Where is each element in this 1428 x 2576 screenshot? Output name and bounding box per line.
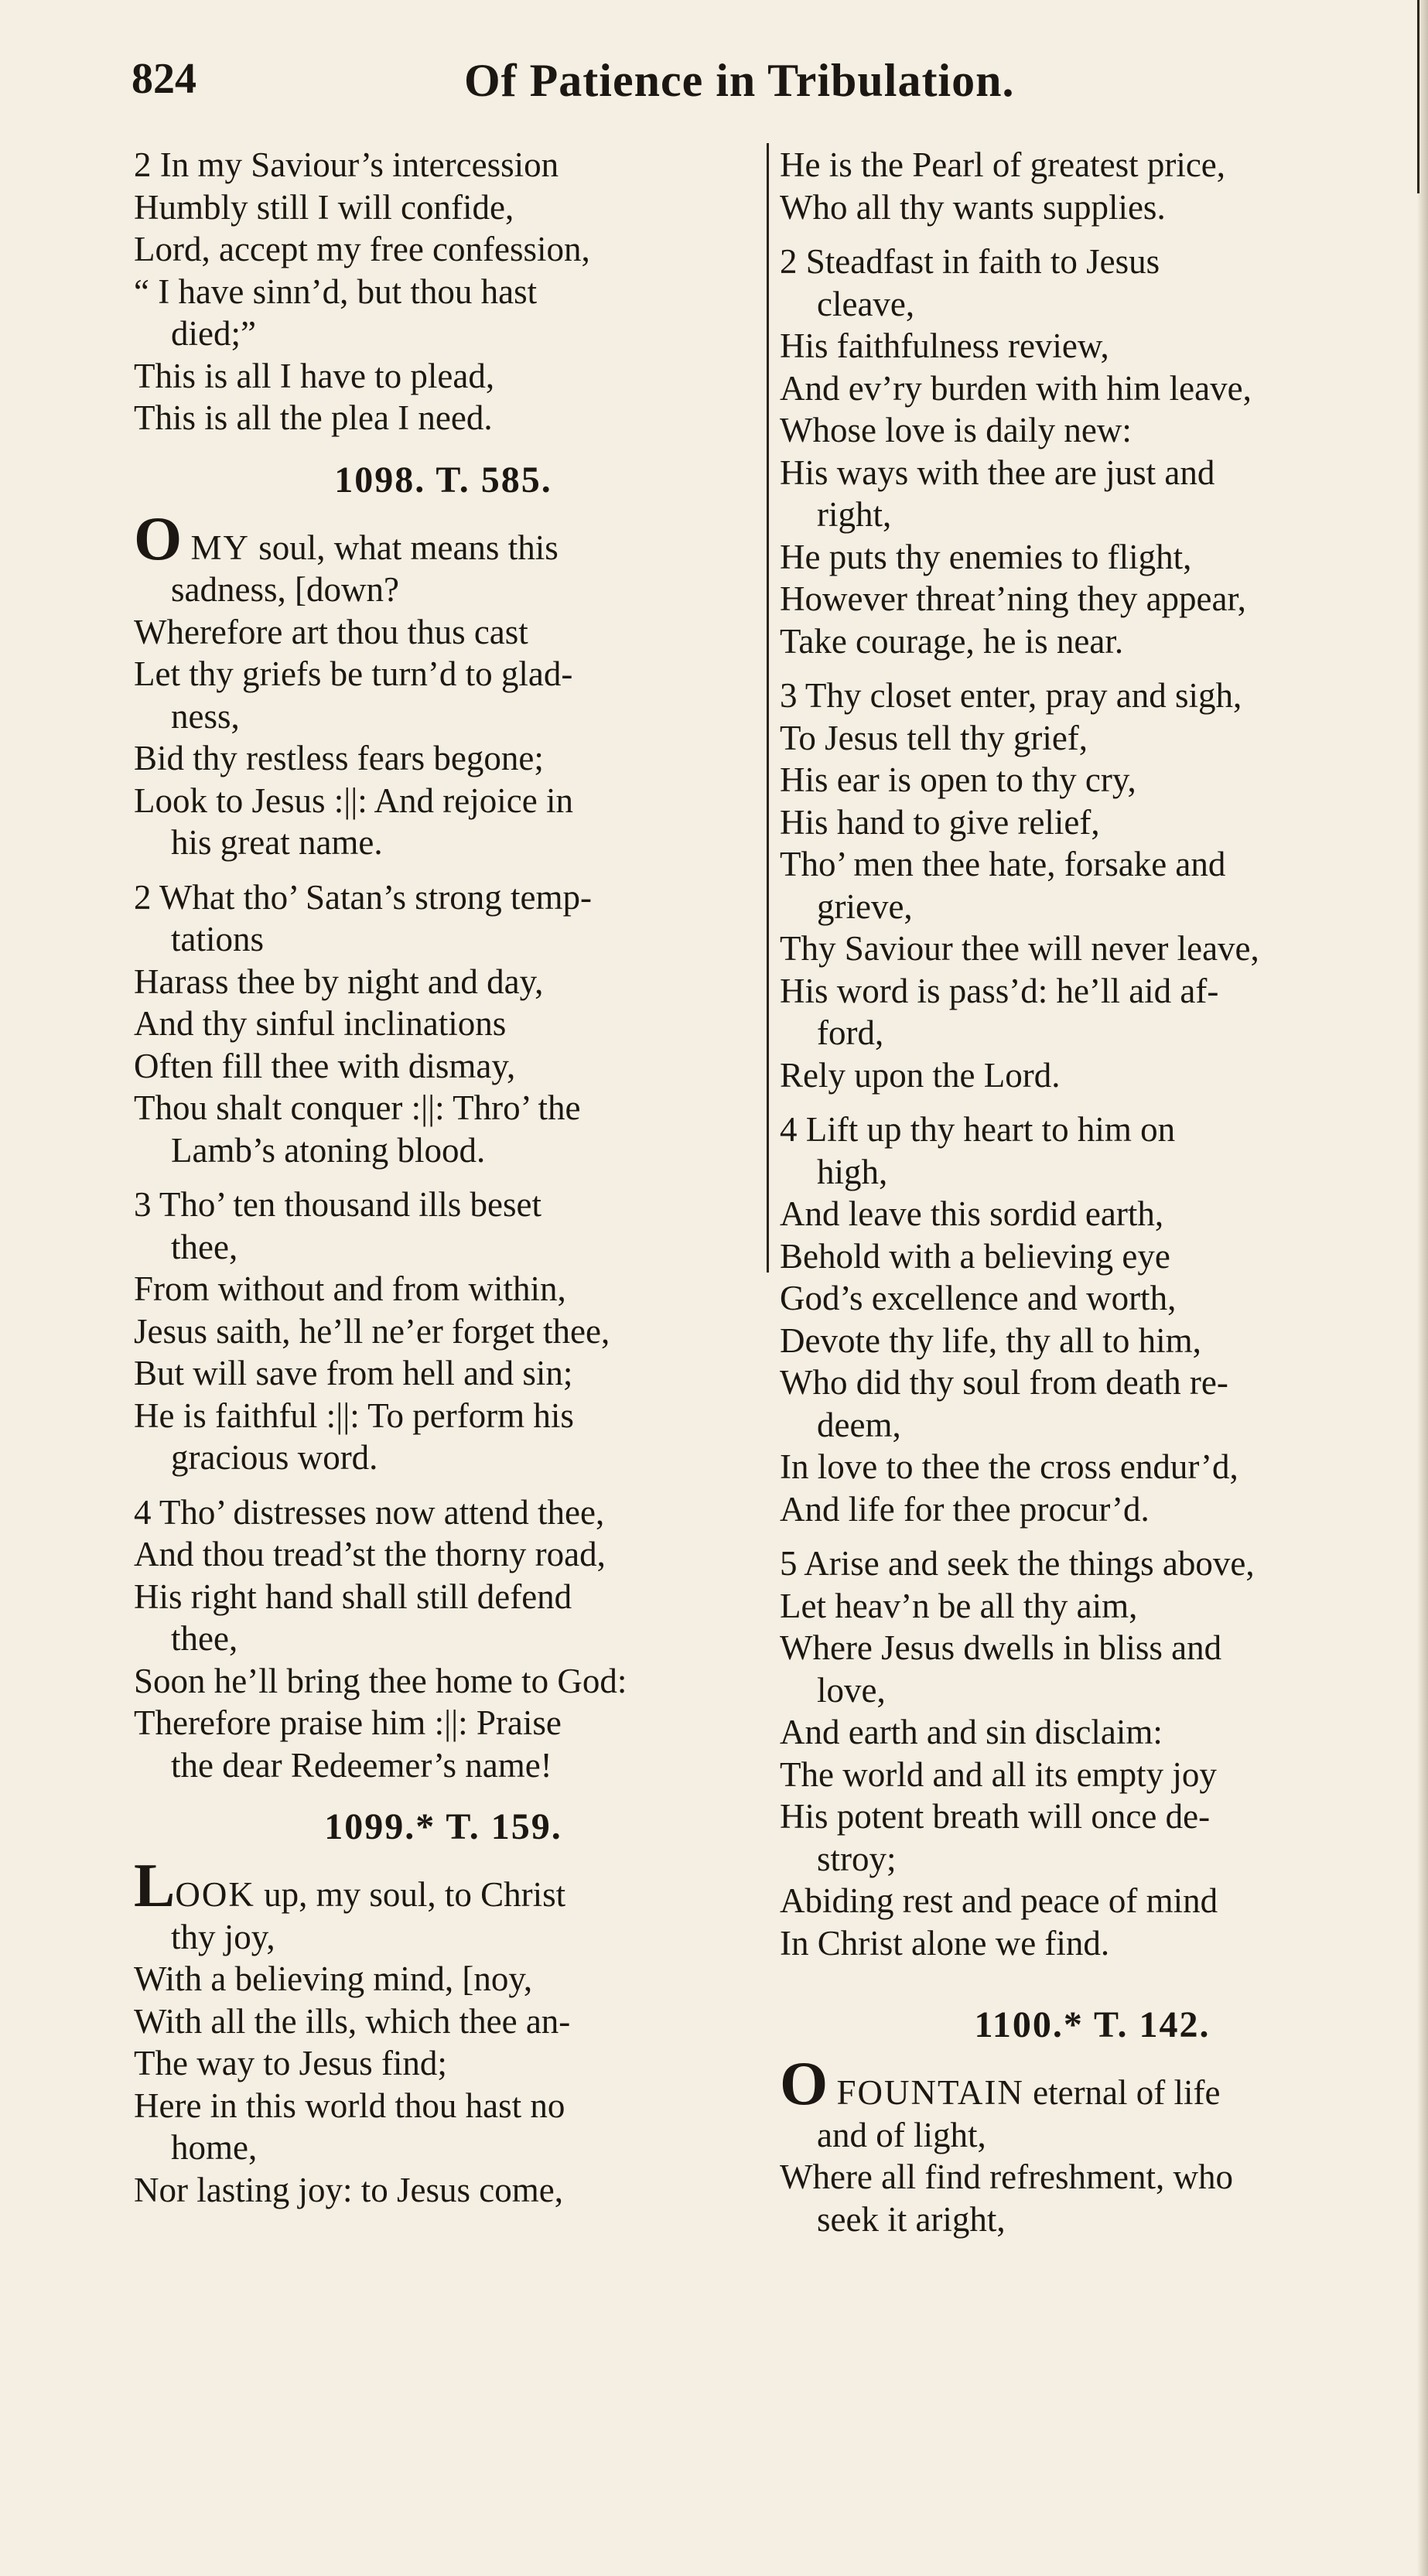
verse-line: Abiding rest and peace of mind bbox=[780, 1881, 1218, 1920]
verse-line: The way to Jesus find; bbox=[134, 2044, 447, 2082]
verse-line: His hand to give relief, bbox=[780, 802, 1100, 842]
verse-line: 3 Thy closet enter, pray and sigh, bbox=[780, 676, 1242, 715]
verse-line: Harass thee by night and day, bbox=[134, 962, 544, 1001]
verse-line: love, bbox=[817, 1670, 886, 1710]
verse-line: He puts thy enemies to flight, bbox=[780, 537, 1192, 576]
verse-line: Wherefore art thou thus cast bbox=[134, 612, 528, 651]
drop-cap: L bbox=[134, 1852, 176, 1920]
stanza-1099-2 bbox=[780, 241, 1405, 662]
verse-line: Often fill thee with dismay, bbox=[134, 1046, 516, 1085]
verse-line: Humbly still I will confide, bbox=[134, 187, 514, 227]
verse-line: His ear is open to thy cry, bbox=[780, 760, 1136, 799]
stanza-1099-1-end bbox=[780, 144, 1405, 228]
first-verse-line bbox=[134, 504, 753, 573]
verse-line: 5 Arise and seek the things above, bbox=[780, 1544, 1255, 1583]
verse-line: Devote thy life, thy all to him, bbox=[780, 1320, 1201, 1360]
verse-line: This is all I have to plead, bbox=[134, 356, 495, 395]
first-word: MY bbox=[190, 528, 250, 567]
verse-line: ford, bbox=[817, 1013, 884, 1052]
first-line-rest: up, my soul, to Christ bbox=[255, 1875, 566, 1914]
verse-line: deem, bbox=[817, 1405, 901, 1444]
verse-line: Let thy griefs be turn’d to glad- bbox=[134, 654, 573, 693]
verse-line: stroy; bbox=[817, 1839, 897, 1878]
first-verse-line bbox=[780, 2050, 1405, 2118]
verse-line: However threat’ning they appear, bbox=[780, 579, 1246, 618]
stanza-1098-3 bbox=[134, 1184, 753, 1479]
verse-line: But will save from hell and sin; bbox=[134, 1354, 573, 1392]
verse-line: Soon he’ll bring thee home to God: bbox=[134, 1661, 627, 1700]
verse-line: This is all the plea I need. bbox=[134, 398, 493, 437]
verse-line: The world and all its empty joy bbox=[780, 1754, 1217, 1794]
verse-line: Who all thy wants supplies. bbox=[780, 187, 1166, 227]
verse-line: died;” bbox=[171, 314, 256, 353]
verse-line: the dear Redeemer’s name! bbox=[171, 1745, 552, 1785]
stanza-1098-2 bbox=[134, 876, 753, 1172]
stanza-1099-1 bbox=[134, 1852, 753, 2211]
verse-line: His right hand shall still defend bbox=[134, 1577, 572, 1616]
drop-cap: O bbox=[780, 2050, 828, 2118]
verse-line: Let heav’n be all thy aim, bbox=[780, 1586, 1138, 1625]
first-line-rest: soul, what means this bbox=[250, 528, 559, 567]
verse-line: sadness, [down? bbox=[171, 570, 399, 609]
stanza-1100-1 bbox=[780, 2050, 1405, 2240]
first-word: FOUNTAIN bbox=[836, 2073, 1024, 2112]
verse-line: Who did thy soul from death re- bbox=[780, 1363, 1228, 1402]
hymn-heading-1100: 1100.* T. 142. bbox=[974, 2004, 1211, 2045]
first-verse-line bbox=[134, 1852, 753, 1920]
verse-line: 4 Tho’ distresses now attend thee, bbox=[134, 1492, 605, 1532]
page-edge-line bbox=[1417, 0, 1419, 193]
verse-line: And thy sinful inclinations bbox=[134, 1004, 507, 1043]
verse-line: His potent breath will once de- bbox=[780, 1797, 1211, 1836]
stanza-1097-2 bbox=[134, 144, 753, 439]
verse-line: high, bbox=[817, 1152, 888, 1191]
verse-line: His faithfulness review, bbox=[780, 326, 1109, 365]
verse-line: Tho’ men thee hate, forsake and bbox=[780, 845, 1226, 883]
verse-line: 2 What tho’ Satan’s strong temp- bbox=[134, 877, 592, 917]
verse-line: Behold with a believing eye bbox=[780, 1236, 1170, 1276]
verse-line: right, bbox=[817, 495, 892, 534]
verse-line: Whose love is daily new: bbox=[780, 411, 1132, 449]
verse-line: ness, bbox=[171, 696, 240, 736]
verse-line: Look to Jesus :||: And rejoice in bbox=[134, 781, 573, 820]
verse-line: In Christ alone we find. bbox=[780, 1923, 1110, 1963]
verse-line: His ways with thee are just and bbox=[780, 453, 1215, 492]
verse-line: And life for thee procur’d. bbox=[780, 1489, 1150, 1529]
verse-line: Where Jesus dwells in bliss and bbox=[780, 1628, 1222, 1667]
right-column bbox=[780, 144, 1405, 2240]
verse-line: and of light, bbox=[817, 2115, 986, 2154]
verse-line: And ev’ry burden with him leave, bbox=[780, 368, 1252, 408]
verse-line: home, bbox=[171, 2128, 258, 2167]
verse-line: In love to thee the cross endur’d, bbox=[780, 1447, 1238, 1486]
verse-line: From without and from within, bbox=[134, 1269, 566, 1308]
verse-line: 3 Tho’ ten thousand ills beset bbox=[134, 1185, 542, 1224]
stanza-1099-3 bbox=[780, 675, 1405, 1096]
verse-line: Bid thy restless fears begone; bbox=[134, 739, 544, 777]
verse-line: 2 Steadfast in faith to Jesus bbox=[780, 242, 1160, 281]
verse-line: To Jesus tell thy grief, bbox=[780, 718, 1088, 757]
verse-line: “ I have sinn’d, but thou hast bbox=[134, 272, 538, 311]
page-edge-shadow bbox=[1417, 0, 1428, 2576]
running-title: Of Patience in Tribulation. bbox=[464, 55, 1015, 106]
verse-line: Jesus saith, he’ll ne’er forget thee, bbox=[134, 1311, 610, 1351]
hymn-heading-1098: 1098. T. 585. bbox=[334, 459, 552, 501]
verse-line: 2 In my Saviour’s intercession bbox=[134, 145, 559, 184]
verse-line: With a believing mind, [noy, bbox=[134, 1959, 533, 1998]
verse-line: Thy Saviour thee will never leave, bbox=[780, 929, 1259, 968]
hymn-heading-1099: 1099.* T. 159. bbox=[324, 1806, 562, 1847]
verse-line: Where all find refreshment, who bbox=[780, 2157, 1234, 2196]
verse-line: thee, bbox=[171, 1619, 238, 1658]
verse-line: God’s excellence and worth, bbox=[780, 1279, 1177, 1317]
page-number: 824 bbox=[132, 55, 196, 103]
column-divider bbox=[767, 143, 769, 1273]
verse-line: seek it aright, bbox=[817, 2199, 1006, 2239]
verse-line: He is the Pearl of greatest price, bbox=[780, 145, 1226, 184]
verse-line: And thou tread’st the thorny road, bbox=[134, 1535, 606, 1573]
verse-line: gracious word. bbox=[171, 1438, 378, 1477]
verse-line: grieve, bbox=[817, 887, 913, 926]
verse-line: Nor lasting joy: to Jesus come, bbox=[134, 2170, 563, 2209]
verse-line: Thou shalt conquer :||: Thro’ the bbox=[134, 1088, 581, 1127]
stanza-1098-1 bbox=[134, 504, 753, 864]
first-line-rest: eternal of life bbox=[1023, 2073, 1221, 2112]
verse-line: cleave, bbox=[817, 284, 915, 323]
verse-line: Lord, accept my free confession, bbox=[134, 230, 590, 268]
drop-cap: O bbox=[134, 504, 183, 573]
verse-line: Therefore praise him :||: Praise bbox=[134, 1703, 562, 1742]
verse-line: his great name. bbox=[171, 823, 383, 862]
verse-line: tations bbox=[171, 920, 264, 958]
verse-line: Lamb’s atoning blood. bbox=[171, 1130, 486, 1170]
left-column bbox=[134, 144, 753, 2211]
verse-line: With all the ills, which thee an- bbox=[134, 2001, 571, 2041]
first-word: OOK bbox=[175, 1875, 255, 1914]
verse-line: His word is pass’d: he’ll aid af- bbox=[780, 971, 1219, 1010]
page-header bbox=[132, 54, 1106, 116]
verse-line: thee, bbox=[171, 1227, 238, 1266]
verse-line: He is faithful :||: To perform his bbox=[134, 1396, 574, 1435]
verse-line: Here in this world thou hast no bbox=[134, 2086, 565, 2125]
verse-line: thy joy, bbox=[171, 1917, 275, 1956]
stanza-1099-5 bbox=[780, 1543, 1405, 1964]
verse-line: 4 Lift up thy heart to him on bbox=[780, 1110, 1176, 1149]
stanza-1099-4 bbox=[780, 1109, 1405, 1530]
verse-line: Rely upon the Lord. bbox=[780, 1055, 1061, 1095]
stanza-1098-4 bbox=[134, 1491, 753, 1787]
verse-line: Take courage, he is near. bbox=[780, 621, 1124, 661]
verse-line: And leave this sordid earth, bbox=[780, 1194, 1164, 1233]
verse-line: And earth and sin disclaim: bbox=[780, 1713, 1163, 1751]
